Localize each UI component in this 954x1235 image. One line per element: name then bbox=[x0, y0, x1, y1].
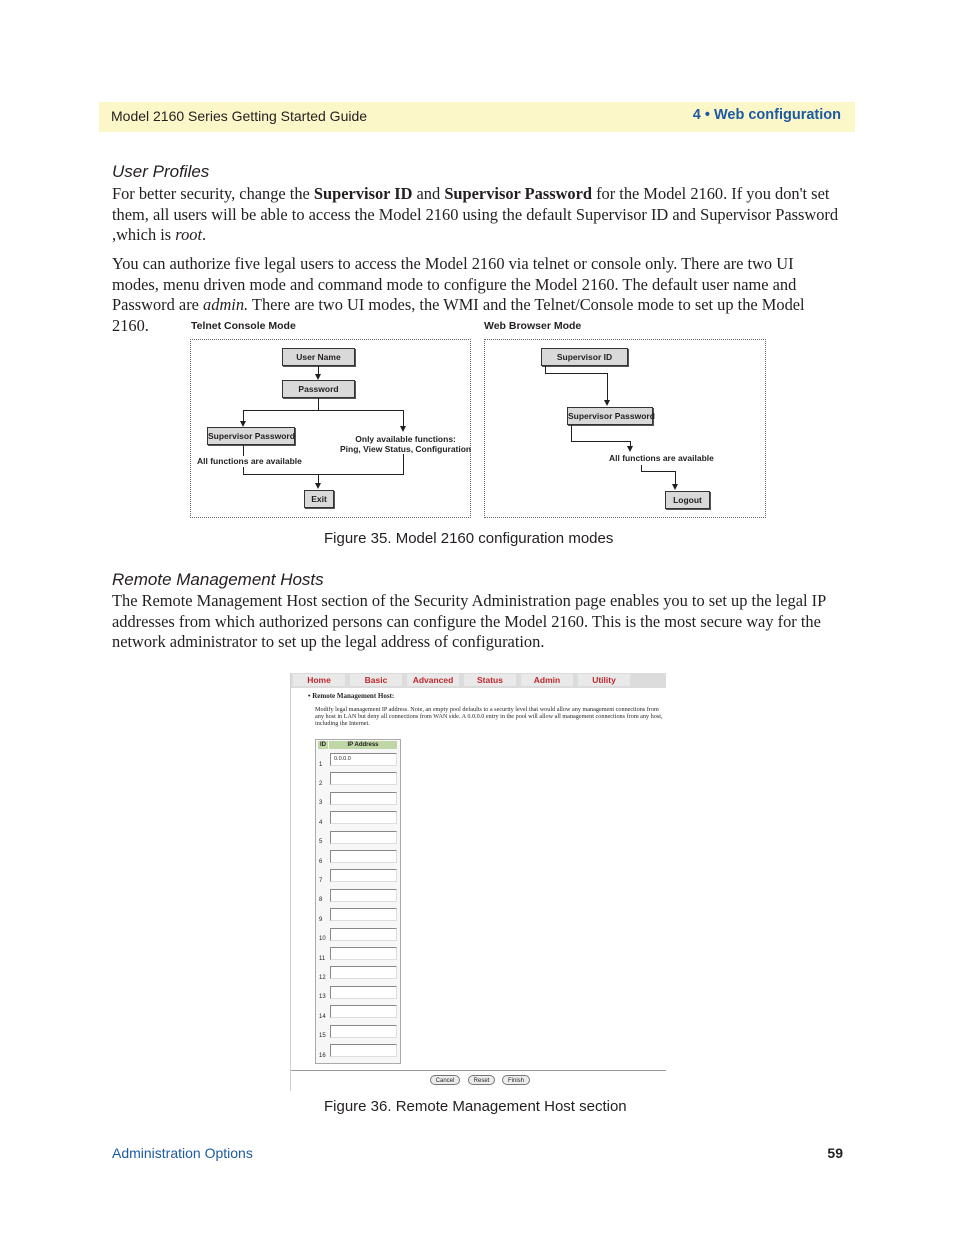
ip-address-input[interactable] bbox=[330, 792, 397, 805]
cancel-button[interactable]: Cancel bbox=[430, 1075, 460, 1085]
table-row bbox=[318, 925, 400, 945]
figure-35-caption: Figure 35. Model 2160 configuration modes bbox=[324, 530, 614, 547]
nav-status[interactable]: Status bbox=[464, 674, 516, 686]
web-mode-label: Web Browser Mode bbox=[484, 320, 582, 332]
row-id: 4 bbox=[319, 819, 323, 826]
only-available-functions-text: Only available functions: Ping, View Status, Configuration bbox=[340, 434, 472, 454]
footer-section: Administration Options bbox=[112, 1145, 253, 1161]
row-id: 1 bbox=[319, 761, 323, 768]
row-id: 7 bbox=[319, 877, 323, 884]
page-header bbox=[99, 102, 855, 132]
connector bbox=[571, 425, 572, 441]
ip-address-input[interactable] bbox=[330, 811, 397, 824]
connector bbox=[403, 410, 404, 427]
guide-title: Model 2160 Series Getting Started Guide bbox=[111, 108, 368, 124]
telnet-supervisor-password-node: Supervisor Password bbox=[207, 427, 295, 445]
ip-address-input[interactable]: 0.0.0.0 bbox=[330, 753, 397, 766]
ip-address-input[interactable] bbox=[330, 1044, 397, 1057]
ip-address-input[interactable] bbox=[330, 986, 397, 999]
connector bbox=[243, 474, 404, 475]
remote-hosts-heading: Remote Management Hosts bbox=[112, 570, 324, 589]
row-id: 11 bbox=[319, 955, 326, 962]
table-row bbox=[318, 983, 400, 1003]
table-row bbox=[318, 1022, 400, 1042]
table-row bbox=[318, 808, 400, 828]
remote-management-screenshot bbox=[290, 673, 666, 1091]
telnet-mode-label: Telnet Console Mode bbox=[191, 320, 296, 332]
table-row bbox=[318, 750, 400, 770]
connector bbox=[571, 441, 631, 442]
table-row bbox=[318, 866, 400, 886]
page-number: 59 bbox=[827, 1145, 843, 1161]
ip-address-table bbox=[315, 739, 401, 1064]
row-id: 6 bbox=[319, 858, 323, 865]
remote-management-title: • Remote Management Host: bbox=[308, 692, 395, 700]
ip-address-input[interactable] bbox=[330, 928, 397, 941]
table-row bbox=[318, 963, 400, 983]
row-id: 15 bbox=[319, 1033, 326, 1040]
nav-home[interactable]: Home bbox=[293, 674, 345, 686]
table-row bbox=[318, 886, 400, 906]
telnet-all-functions-text: All functions are available bbox=[197, 456, 302, 466]
user-profiles-paragraph-1: For better security, change the Supervisor ID and Supervisor Password for the Model 2160. If you don't set them, all users will be able to access the Model 2160 using the default Supervisor ID and Supervisor Password ,which is root. bbox=[112, 184, 839, 244]
remote-management-description: Modify legal management IP address. Note, an empty pool defaults to a security level that would allow any management connections from any host in LAN but deny all connections from WAN side. A 0.0.0.0 entry in the pool will allow all management connections from any host, including the Internet. bbox=[315, 706, 663, 728]
ip-address-input[interactable] bbox=[330, 966, 397, 979]
row-id: 14 bbox=[319, 1013, 326, 1020]
user-profiles-paragraph-2: You can authorize five legal users to access the Model 2160 via telnet or console only. There are two UI modes, menu driven mode and command mode to configure the Model 2160. The default user name and Password are admin. There are two UI modes, the WMI and the Telnet/Console mode to set up the Model 2160. bbox=[112, 254, 805, 335]
table-row bbox=[318, 905, 400, 925]
table-row bbox=[318, 1002, 400, 1022]
ip-address-input[interactable] bbox=[330, 908, 397, 921]
chapter-title: 4 • Web configuration bbox=[692, 107, 841, 123]
finish-button[interactable]: Finish bbox=[502, 1075, 530, 1085]
arrow-down-icon bbox=[627, 446, 633, 452]
table-row bbox=[318, 1041, 400, 1061]
remote-hosts-paragraph: The Remote Management Host section of the Security Administration page enables you to set up the legal IP addresses from which authorized persons can configure the Model 2160. This is the most secure way for the network administrator to set up the legal address of configuration. bbox=[112, 591, 826, 651]
table-row bbox=[318, 944, 400, 964]
connector bbox=[243, 410, 404, 411]
user-name-node: User Name bbox=[282, 348, 355, 366]
row-id: 9 bbox=[319, 916, 323, 923]
logout-node: Logout bbox=[665, 491, 710, 509]
connector bbox=[318, 398, 319, 410]
ip-address-input[interactable] bbox=[330, 831, 397, 844]
row-id: 16 bbox=[319, 1052, 326, 1059]
row-id: 12 bbox=[319, 974, 326, 981]
row-id: 13 bbox=[319, 994, 326, 1001]
row-id: 2 bbox=[319, 780, 323, 787]
connector bbox=[641, 471, 676, 472]
row-id: 8 bbox=[319, 897, 323, 904]
nav-admin[interactable]: Admin bbox=[521, 674, 573, 686]
password-node: Password bbox=[282, 380, 355, 398]
table-row bbox=[318, 847, 400, 867]
connector bbox=[403, 454, 404, 475]
figure-36-caption: Figure 36. Remote Management Host section bbox=[324, 1098, 627, 1115]
ip-address-input[interactable] bbox=[330, 947, 397, 960]
arrow-down-icon bbox=[400, 426, 406, 432]
connector bbox=[607, 373, 608, 401]
ip-address-input[interactable] bbox=[330, 869, 397, 882]
nav-utility[interactable]: Utility bbox=[578, 674, 630, 686]
arrow-down-icon bbox=[604, 400, 610, 406]
connector bbox=[675, 471, 676, 485]
web-all-functions-text: All functions are available bbox=[609, 453, 714, 463]
ip-address-input[interactable] bbox=[330, 772, 397, 785]
table-row bbox=[318, 828, 400, 848]
ip-address-input[interactable] bbox=[330, 850, 397, 863]
column-header-id: ID bbox=[320, 742, 326, 748]
ip-address-input[interactable] bbox=[330, 1005, 397, 1018]
connector bbox=[243, 467, 244, 474]
user-profiles-heading: User Profiles bbox=[112, 162, 210, 181]
top-nav bbox=[291, 673, 666, 688]
row-id: 3 bbox=[319, 800, 323, 807]
connector bbox=[545, 373, 608, 374]
column-header-ip-address: IP Address bbox=[329, 741, 397, 749]
exit-node: Exit bbox=[304, 490, 334, 508]
row-id: 5 bbox=[319, 839, 323, 846]
row-id: 10 bbox=[319, 936, 326, 943]
divider bbox=[291, 1070, 666, 1071]
reset-button[interactable]: Reset bbox=[468, 1075, 495, 1085]
table-row bbox=[318, 789, 400, 809]
table-row bbox=[318, 769, 400, 789]
web-supervisor-password-node: Supervisor Password bbox=[567, 407, 653, 425]
ip-address-input[interactable] bbox=[330, 889, 397, 902]
arrow-down-icon bbox=[672, 484, 678, 490]
nav-basic[interactable]: Basic bbox=[350, 674, 402, 686]
ip-address-input[interactable] bbox=[330, 1025, 397, 1038]
supervisor-id-node: Supervisor ID bbox=[541, 348, 628, 366]
arrow-down-icon bbox=[315, 483, 321, 489]
nav-advanced[interactable]: Advanced bbox=[407, 674, 459, 686]
